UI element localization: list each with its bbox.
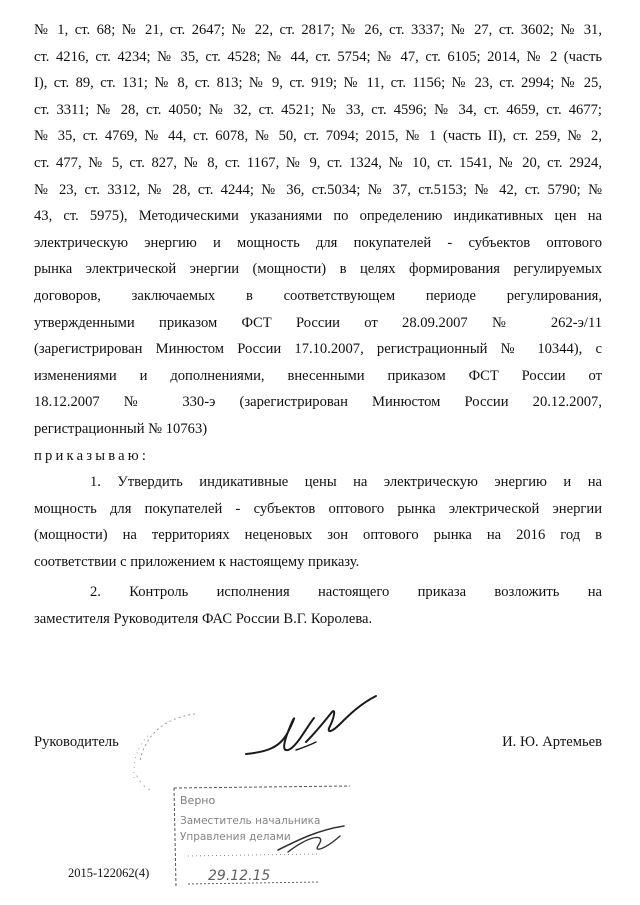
item-line: соответствии с приложением к настоящему приказу. (34, 553, 360, 570)
svg-text:Заместитель начальника: Заместитель начальника (180, 815, 321, 827)
item-line: мощность для покупателей - субъектов оптового рынка электрической энергии (34, 500, 602, 517)
document-number: 2015-122062(4) (68, 866, 150, 880)
paragraph-line: № 1, ст. 68; № 21, ст. 2647; № 22, ст. 2817; № 26, ст. 3337; № 27, ст. 3602; № 31, (34, 22, 602, 38)
paragraph-line: ст. 4216, ст. 4234; № 35, ст. 4528; № 44, ст. 5754; № 47, ст. 6105; 2014, № 2 (часть (34, 48, 602, 65)
paragraph-line: электрическую энергию и мощность для покупателей - субъектов оптового (34, 234, 602, 251)
order-item-2 (34, 579, 602, 632)
certification-stamp (168, 780, 356, 892)
svg-text:Верно: Верно (180, 794, 216, 807)
signatory-title: Руководитель (34, 734, 119, 750)
document-body (34, 17, 602, 633)
signatory-name: И. Ю. Артемьев (502, 734, 602, 750)
paragraph-line: договоров, заключаемых в соответствующем периоде регулирования, (34, 287, 602, 304)
paragraph-line: (зарегистрирован Минюстом России 17.10.2007, регистрационный № 10344), с (34, 341, 602, 358)
paragraph-line: № 35, ст. 4769, № 44, ст. 6078, № 50, ст. 7094; 2015, № 1 (часть II), ст. 259, № 2, (34, 128, 602, 145)
svg-text:29.12.15: 29.12.15 (208, 868, 271, 884)
item-line: 2. Контроль исполнения настоящего приказа возложить на (90, 584, 602, 601)
paragraph-line: изменениями и дополнениями, внесенными приказом ФСТ России от (34, 367, 602, 384)
paragraph-line: № 23, ст. 3312, № 28, ст. 4244; № 36, ст.5034; № 37, ст.5153; № 42, ст. 5790; № (34, 181, 602, 198)
svg-text:Управления делами: Управления делами (180, 831, 291, 843)
paragraph-line: 43, ст. 5975), Методическими указаниями по определению индикативных цен на (34, 208, 602, 225)
item-line: 1. Утвердить индикативные цены на электрическую энергию и на (90, 474, 602, 491)
order-item-1 (34, 469, 602, 575)
signature-mark (236, 692, 396, 772)
paragraph-line: регистрационный № 10763) (34, 420, 208, 437)
paragraph-line: рынка электрической энергии (мощности) в целях формирования регулируемых (34, 261, 602, 278)
paragraph-line: ст. 477, № 5, ст. 827, № 8, ст. 1167, № 9, ст. 1324, № 10, ст. 1541, № 20, ст. 2924, (34, 154, 602, 171)
item-line: заместителя Руководителя ФАС России В.Г. Королева. (34, 611, 373, 628)
order-word: приказываю: (34, 447, 150, 464)
paragraph-line: ст. 3311; № 28, ст. 4050; № 32, ст. 4521; № 33, ст. 4596; № 34, ст. 4659, ст. 4677; (34, 101, 602, 118)
paragraph-line: утвержденными приказом ФСТ России от 28.09.2007 № 262-э/11 (34, 314, 602, 331)
paragraph-line: I), ст. 89, ст. 131; № 8, ст. 813; № 9, ст. 919; № 11, ст. 1156; № 23, ст. 2994; № 25, (34, 75, 602, 92)
item-line: (мощности) на территориях неценовых зон оптового рынка на 2016 год в (34, 527, 602, 544)
legal-basis-paragraph (34, 17, 602, 443)
paragraph-line: 18.12.2007 № 330-э (зарегистрирован Минюстом России 20.12.2007, (34, 394, 602, 411)
